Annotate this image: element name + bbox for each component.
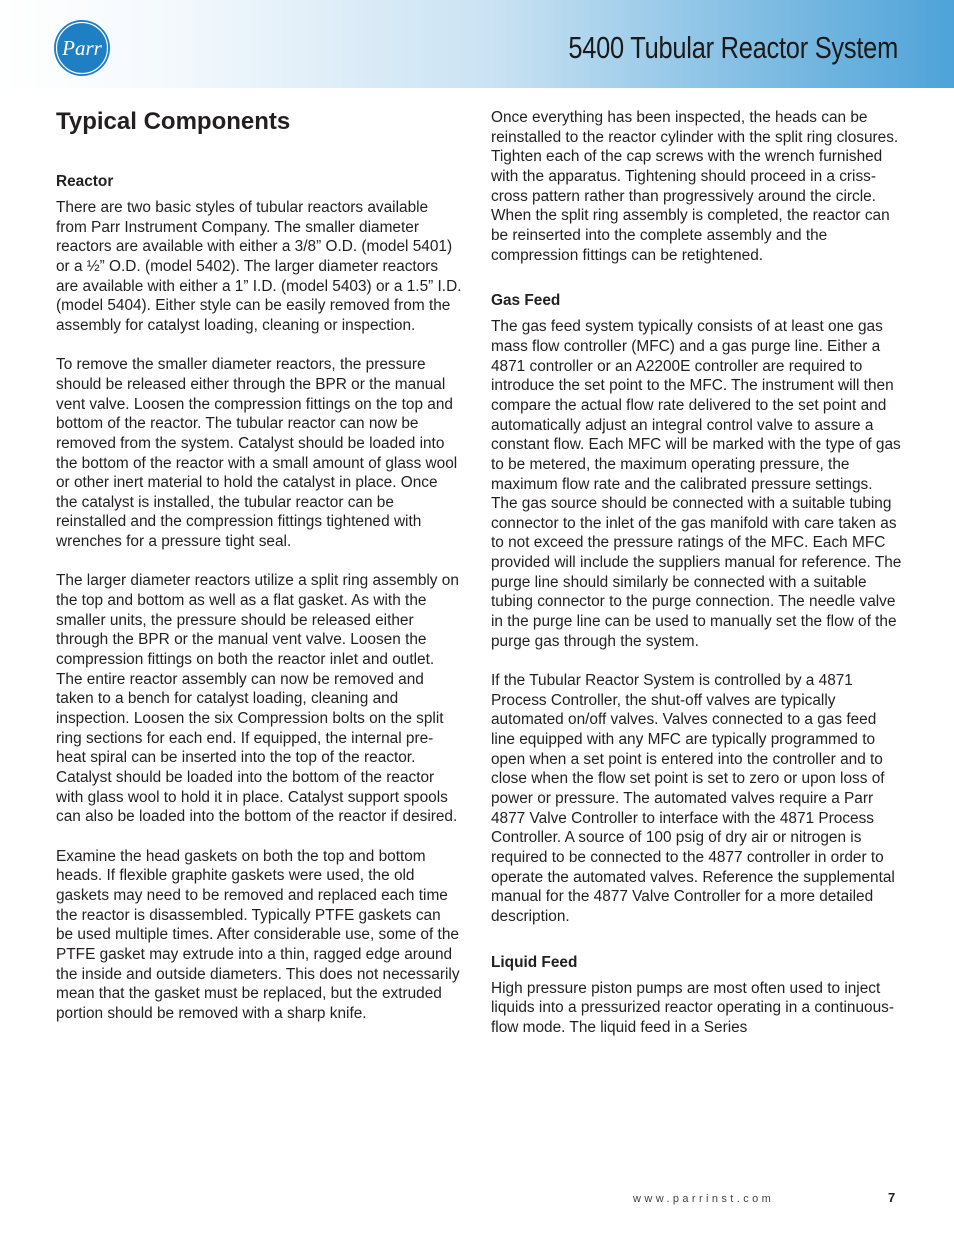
logo-text: Parr xyxy=(62,36,102,60)
reactor-paragraph: The larger diameter reactors utilize a split ring assembly on the top and bottom as well as a flat gasket. As with the smaller units, the pressure should be released either through the BPR or the manual vent valve. Loosen the compression fittings on both the reactor inlet and outlet. The entire reactor assembly can now be removed and taken to a bench for catalyst loading, cleaning and inspection. Loosen the six Compression bolts on the split ring sections for each end. If equipped, the internal pre-heat spiral can be inserted into the top of the reactor. Catalyst should be loaded into the bottom of the reactor with glass wool to hold it in place. Catalyst support spools can also be loaded into the bottom of the reactor if desired. xyxy=(56,572,459,826)
gas-feed-paragraph: If the Tubular Reactor System is controlled by a 4871 Process Controller, the shut-off valves are typically automated on/off valves. Valves connected to a gas feed line equipped with any MFC are typically programmed to open when a set point is entered into the controller and to close when the flow set point is set to zero or upon loss of power or pressure. The automated valves require a Parr 4877 Valve Controller to interface with the 4871 Process Controller. A source of 100 psig of dry air or nitrogen is required to be connected to the 4877 controller in order to operate the automated valves. Reference the supplemental manual for the 4877 Valve Controller for a more detailed description. xyxy=(491,672,895,925)
liquid-feed-heading: Liquid Feed xyxy=(491,953,578,971)
gas-feed-heading: Gas Feed xyxy=(491,292,561,310)
page-number: 7 xyxy=(888,1190,896,1205)
reactor-paragraph: Once everything has been inspected, the heads can be reinstalled to the reactor cylinder with the split ring closures. Tighten each of the cap screws with the wrench furnished with the apparatus. Tightening should proceed in a criss-cross pattern rather than progressively around the circle. When the split ring assembly is completed, the reactor can be reinserted into the complete assembly and the compression fittings can be retightened. xyxy=(491,109,899,264)
liquid-feed-paragraph: High pressure piston pumps are most often used to inject liquids into a pressurized reactor operating in a continuous-flow mode. The liquid feed in a Series xyxy=(491,979,894,1036)
reactor-heading: Reactor xyxy=(56,173,114,190)
section-title: Typical Components xyxy=(56,108,291,135)
right-column xyxy=(491,108,903,1057)
page-header xyxy=(0,0,954,88)
reactor-paragraph: To remove the smaller diameter reactors, the pressure should be released either through the BPR or the manual vent valve. Loosen the compression fittings on the top and bottom of the reactor. The tubular reactor can now be removed from the system. Catalyst should be loaded into the bottom of the reactor with a small amount of glass wool or other inert material to hold the catalyst in place. Once the catalyst is installed, the tubular reactor can be reinstalled and the compression fittings tightened with wrenches for a pressure tight seal. xyxy=(56,356,458,551)
reactor-paragraph: Examine the head gaskets on both the top and bottom heads. If flexible graphite gaskets were used, the old gaskets may need to be removed and replaced each time the reactor is disassembled. Typically PTFE gaskets can be used multiple times. After considerable use, some of the PTFE gasket may extrude into a thin, ragged edge around the inside and outside diameters. This does not necessarily mean that the gasket must be replaced, but the extruded portion should be removed with a sharp knife. xyxy=(56,847,460,1022)
gas-feed-paragraph: The gas feed system typically consists of at least one gas mass flow controller (MFC) and a gas purge line. Either a 4871 controller or an A2200E controller are required to introduce the set point to the MFC. The instrument will then compare the actual flow rate delivered to the set point and automatically adjust an integral control valve to assure a constant flow. Each MFC will be marked with the type of gas to be metered, the maximum operating pressure, the maximum flow rate and the calibrated pressure settings. The gas source should be connected with a suitable tubing connector to the inlet of the gas manifold with care taken as to not exceed the pressure ratings of the MFC. Each MFC provided will include the suppliers manual for reference. The purge line should similarly be connected with a suitable tubing connector to the purge connection. The needle valve in the purge line can be used to manually set the flow of the purge gas through the system. xyxy=(491,318,902,650)
footer-url: www.parrinst.com xyxy=(633,1193,775,1205)
parr-logo-icon xyxy=(53,19,111,77)
reactor-paragraph: There are two basic styles of tubular reactors available from Parr Instrument Company. The smaller diameter reactors are available with either a 3/8” O.D. (model 5401) or a ½” O.D. (model 5402). The larger diameter reactors are available with either a 1” I.D. (model 5403) or a 1.5” I.D. (model 5404). Either style can be easily removed from the assembly for catalyst loading, cleaning or inspection. xyxy=(56,199,462,334)
document-title: 5400 Tubular Reactor System xyxy=(568,30,898,65)
left-column xyxy=(56,107,462,1043)
